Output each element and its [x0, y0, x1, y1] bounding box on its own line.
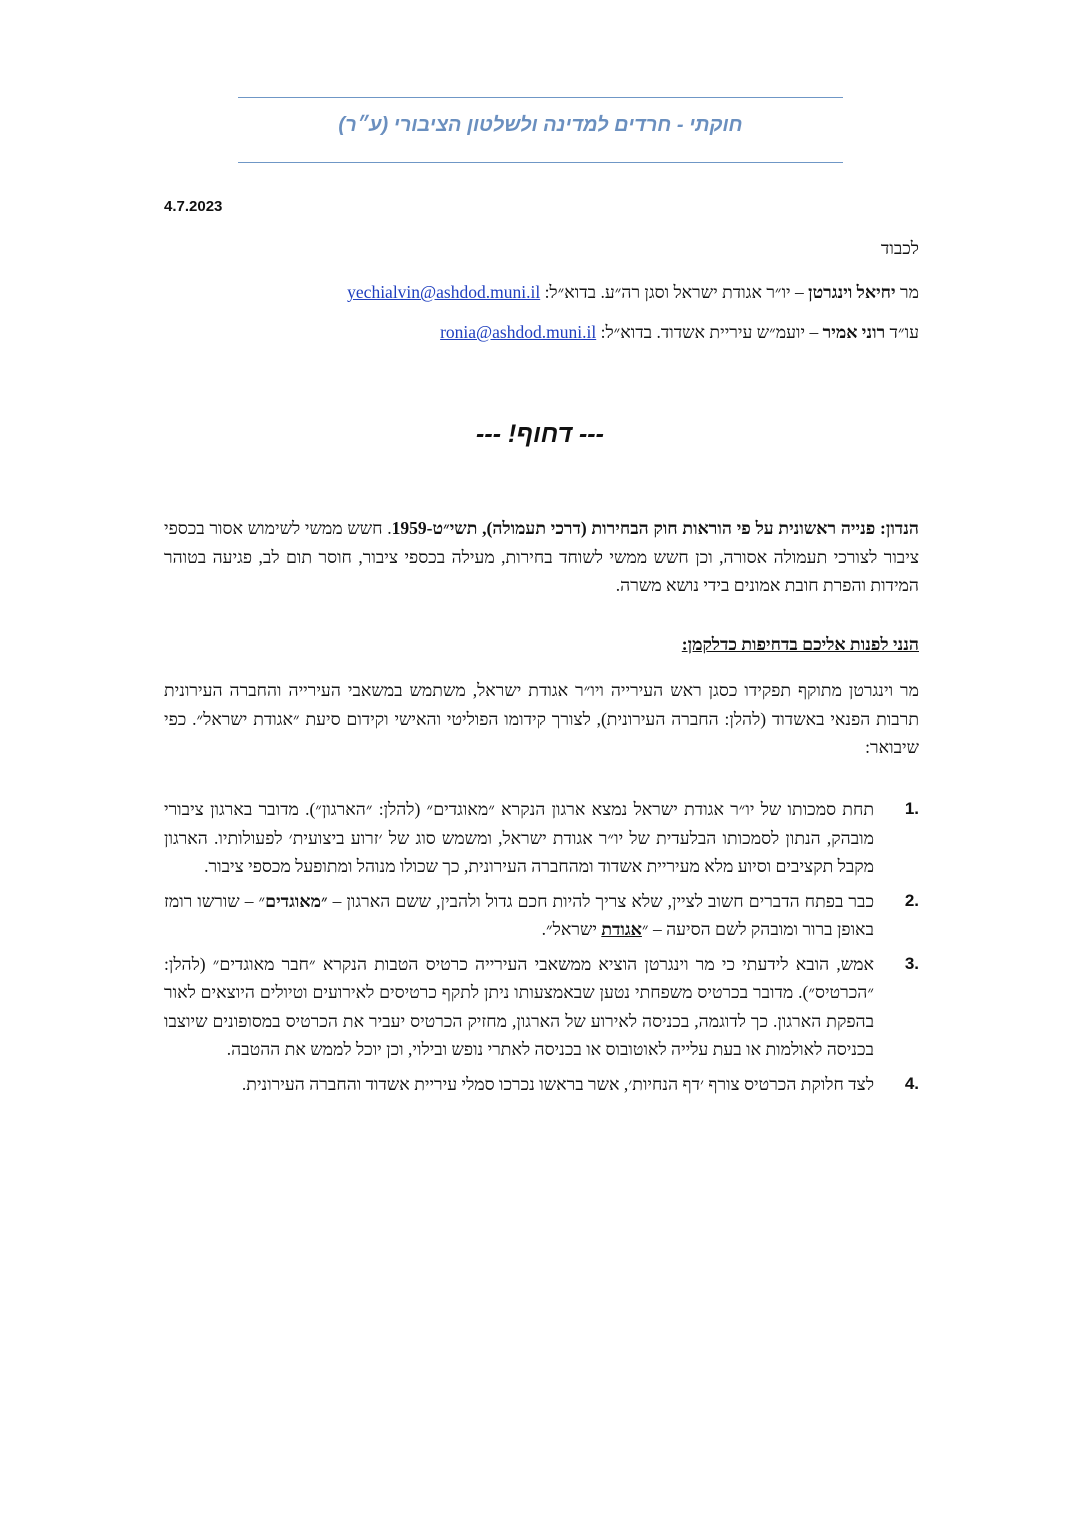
recipient-1-email-link[interactable]: yechialvin@ashdod.muni.il — [347, 282, 541, 302]
urgent-title: --- דחוף! --- — [476, 420, 604, 448]
organization-name-bold: ״מאוגדים — [265, 890, 328, 911]
recipient-2-name: רוני אמיר — [822, 322, 886, 342]
letter-date: 4.7.2023 — [164, 198, 223, 215]
list-item — [164, 950, 919, 1064]
request-heading: הנני לפנות אליכם בדחיפות כדלקמן: — [681, 634, 919, 654]
list-item-text: אמש, הובא לידעתי כי מר וינגרטן הוציא ממשאבי העירייה כרטיס הטבות הנקרא ״חבר מאוגדים״ (להלן: ״הכרטיס״). מדובר בכרטיס משפחתי נטען שבאמצעותו ניתן לתקף כרטיסים לאירועים וטיולים היוצאים לאור בהפקת הארגון. כך לדוגמה, בכניסה לאירוע של הארגון, מחזיק הכרטיס יעביר את הכרטיס במסופונים שיוצבו בכניסה לאולמות או בעת עלייה לאוטובוס או בכניסה לאתרי נופש ובילוי, וכן יוכל לממש את ההטבה. — [164, 953, 874, 1059]
list-item-number: 1. — [904, 799, 919, 818]
subject-paragraph — [164, 514, 919, 600]
list-item-text: ״ – שורשו רומז באופן ברור ומובהק לשם הסיעה – ״ — [164, 890, 874, 939]
subject-label: הנדון: פנייה ראשונית על פי הוראות חוק הבחירות (דרכי תעמולה), תשי״ט-1959 — [391, 518, 919, 538]
list-item — [164, 887, 919, 944]
list-item-number: 4. — [904, 1073, 919, 1093]
recipient-2-email-link[interactable]: ronia@ashdod.muni.il — [440, 322, 597, 342]
list-item — [164, 795, 919, 881]
organization-header: חוקתי - חרדים למדינה ולשלטון הציבורי (ע״ר) — [338, 114, 743, 136]
list-item-text: תחת סמכותו של יו״ר אגודת ישראל נמצא ארגון הנקרא ״מאוגדים״ (להלן: ״הארגון״). מדובר בארגון ציבורי מובהק, הנתון לסמכותו הבלעדית של יו״ר אגודת ישראל, ומשמש סוג של ׳זרוע ביצועית׳ לפעולותיו. הארגון מקבל תקציבים וסיוע מלא מעיריית אשדוד ומהחברה העירונית, כך שכולו מנוהל ומתופעל מכספי ציבור. — [164, 799, 874, 876]
header-bottom-rule — [238, 162, 843, 163]
header-top-rule — [238, 97, 843, 98]
list-item-text: ישראל״. — [541, 919, 602, 939]
recipient-2 — [440, 322, 919, 343]
list-item-number: 2. — [904, 890, 919, 910]
salutation: לכבוד — [880, 238, 919, 258]
recipient-1-prefix: מר — [900, 282, 919, 302]
recipient-1 — [347, 282, 919, 303]
recipient-1-name: יחיאל וינגרטן — [808, 282, 896, 302]
list-item-text: לצד חלוקת הכרטיס צורף ׳דף הנחיות׳, אשר בראשו נכרכו סמלי עיריית אשדוד והחברה העירונית. — [241, 1073, 874, 1094]
list-item-text: כבר בפתח הדברים חשוב לציין, שלא צריך להיות חכם גדול ולהבין, ששם הארגון – — [332, 890, 875, 911]
list-item — [164, 1070, 919, 1099]
subject-text: . חשש ממשי לשימוש אסור בכספי ציבור לצורכי תעמולה אסורה, וכן חשש ממשי לשוחד בחירות, מעילה בכספי ציבור, חוסר תום לב, פגיעה בטוהר המידות והפרת חובת אמונים בידי נושא משרה. — [164, 518, 919, 595]
recipient-1-role: – יו״ר אגודת ישראל וסגן רה״ע. בדוא״ל: — [544, 282, 804, 302]
list-item-number: 3. — [904, 953, 919, 973]
claims-list — [164, 795, 919, 1104]
party-name-bold: אגודת — [601, 919, 642, 939]
intro-paragraph: מר וינגרטן מתוקף תפקידו כסגן ראש העירייה ויו״ר אגודת ישראל, משתמש במשאבי העירייה והחברה העירונית תרבות הפנאי באשדוד (להלן: החברה העירונית), לצורך קידומו הפוליטי והאישי וקידום סיעת ״אגודת ישראל״. כפי שיבואר: — [164, 680, 919, 757]
recipient-2-prefix: עו״ד — [889, 322, 919, 342]
recipient-2-role: – יועמ״ש עיריית אשדוד. בדוא״ל: — [600, 322, 819, 342]
